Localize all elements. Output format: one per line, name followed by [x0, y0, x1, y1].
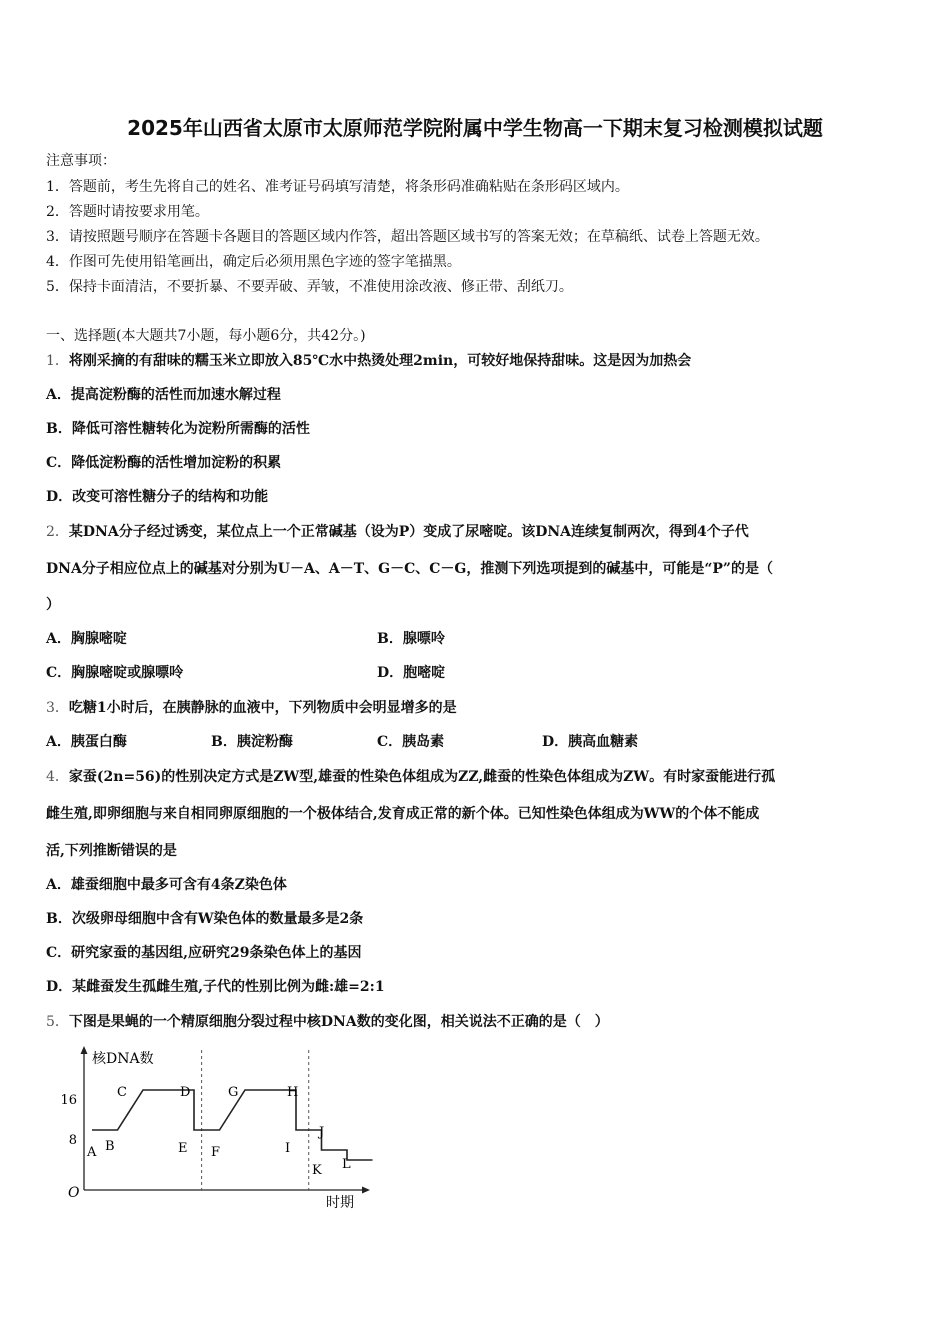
point-label-c: C	[117, 1085, 127, 1100]
question-5	[46, 1013, 609, 1031]
option-c: C．降低淀粉酶的活性增加淀粉的积累	[46, 455, 282, 471]
option-d: D．某雌蚕发生孤雌生殖,子代的性别比例为雌:雄=2:1	[46, 979, 385, 995]
question-stem: 下图是果蝇的一个精原细胞分裂过程中核DNA数的变化图，相关说法不正确的是（ ）	[68, 1014, 609, 1030]
question-1	[46, 352, 691, 370]
notice-item: 3．请按照题号顺序在答题卡各题目的答题区域内作答，超出答题区域书写的答案无效；在草稿纸、试卷上答题无效。	[46, 229, 769, 245]
question-stem-continued: DNA分子相应位点上的碱基对分别为U－A、A－T、G－C、C－G，推测下列选项提到的碱基中，可能是“P”的是（	[46, 561, 773, 577]
question-stem: 家蚕(2n=56)的性别决定方式是ZW型,雄蚕的性染色体组成为ZZ,雌蚕的性染色体组成为ZW。有时家蚕能进行孤	[68, 769, 776, 785]
question-number: 5．	[46, 1014, 69, 1030]
y-tick-label: 16	[60, 1093, 77, 1108]
notice-heading: 注意事项：	[46, 153, 116, 169]
notice-item: 1．答题前，考生先将自己的姓名、准考证号码填写清楚，将条形码准确粘贴在条形码区域内。	[46, 179, 629, 195]
option-b: B．胰淀粉酶	[211, 734, 293, 750]
option-a: A．胸腺嘧啶	[46, 631, 127, 647]
x-axis-label: 时期	[326, 1195, 354, 1211]
option-c: C．研究家蚕的基因组,应研究29条染色体上的基因	[46, 945, 362, 961]
point-label-l: L	[342, 1157, 351, 1172]
option-b: B．降低可溶性糖转化为淀粉所需酶的活性	[46, 421, 310, 437]
question-stem: 某DNA分子经过诱变，某位点上一个正常碱基（设为P）变成了尿嘧啶。该DNA连续复制两次，得到4个子代	[68, 524, 749, 540]
point-label-a: A	[87, 1145, 97, 1160]
question-number: 1．	[46, 353, 69, 369]
question-stem-continued: 活,下列推断错误的是	[46, 843, 177, 859]
question-4	[46, 768, 775, 786]
option-a: A．雄蚕细胞中最多可含有4条Z染色体	[46, 877, 287, 893]
option-c: C．胰岛素	[377, 734, 445, 750]
question-3	[46, 699, 457, 717]
point-label-f: F	[211, 1145, 221, 1160]
question-number: 2．	[46, 524, 69, 540]
page-title: 2025年山西省太原市太原师范学院附属中学生物高一下期末复习检测模拟试题	[127, 116, 823, 140]
y-axis-label: 核DNA数	[92, 1051, 154, 1067]
point-label-d: D	[180, 1085, 191, 1100]
point-label-g: G	[228, 1085, 239, 1100]
point-label-b: B	[105, 1139, 115, 1154]
question-stem: 将刚采摘的有甜味的糯玉米立即放入85℃水中热烫处理2min，可较好地保持甜味。这是因为加热会	[68, 353, 692, 369]
dna-content-line	[92, 1090, 373, 1160]
point-label-i: I	[285, 1141, 291, 1156]
question-stem-continued: ）	[46, 597, 60, 613]
origin-label: O	[68, 1185, 80, 1201]
notice-item: 5．保持卡面清洁，不要折暴、不要弄破、弄皱，不准使用涂改液、修正带、刮纸刀。	[46, 279, 573, 295]
option-b: B．腺嘌呤	[377, 631, 445, 647]
notice-item: 2．答题时请按要求用笔。	[46, 204, 209, 220]
option-b: B．次级卵母细胞中含有W染色体的数量最多是2条	[46, 911, 364, 927]
point-label-j: J	[319, 1125, 325, 1140]
y-tick-label: 8	[68, 1133, 77, 1148]
option-d: D．胰高血糖素	[542, 734, 639, 750]
y-axis-arrow	[81, 1046, 88, 1054]
notice-item: 4．作图可先使用铅笔画出，确定后必须用黑色字迹的签字笔描黑。	[46, 254, 461, 270]
section-header: 一、选择题(本大题共7小题，每小题6分，共42分。)	[46, 328, 366, 344]
option-a: A．提高淀粉酶的活性而加速水解过程	[46, 387, 281, 403]
question-2	[46, 523, 749, 541]
dna-chart	[56, 1040, 376, 1215]
option-d: D．胞嘧啶	[377, 665, 446, 681]
dna-chart-svg	[56, 1040, 376, 1215]
option-a: A．胰蛋白酶	[46, 734, 127, 750]
option-c: C．胸腺嘧啶或腺嘌呤	[46, 665, 184, 681]
point-label-e: E	[178, 1141, 188, 1156]
question-number: 3．	[46, 700, 69, 716]
question-number: 4．	[46, 769, 69, 785]
question-stem-continued: 雌生殖,即卵细胞与来自相同卵原细胞的一个极体结合,发育成正常的新个体。已知性染色体组成为WW的个体不能成	[46, 806, 760, 822]
point-label-k: K	[312, 1163, 322, 1178]
x-axis-arrow	[362, 1187, 370, 1194]
option-d: D．改变可溶性糖分子的结构和功能	[46, 489, 269, 505]
question-stem: 吃糖1小时后，在胰静脉的血液中，下列物质中会明显增多的是	[68, 700, 457, 716]
point-label-h: H	[287, 1085, 299, 1100]
